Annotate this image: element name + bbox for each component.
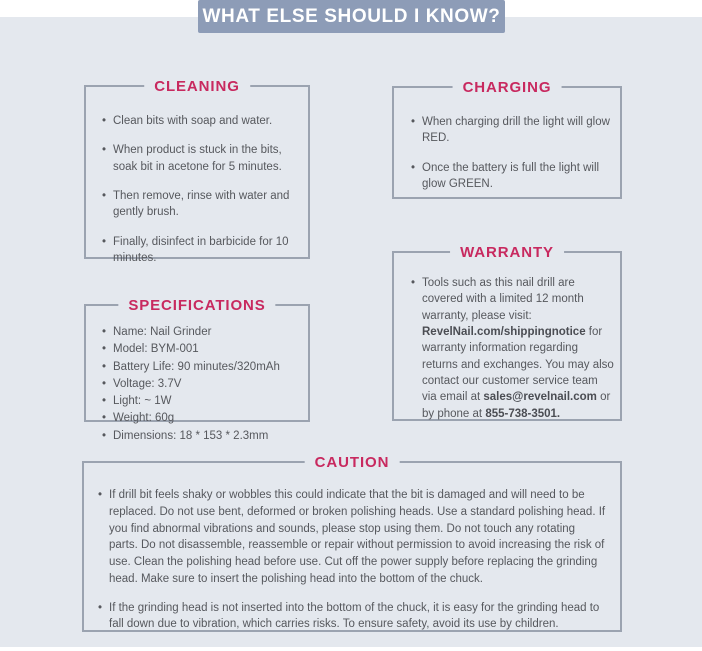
list-item: • Then remove, rinse with water and gently brush. — [102, 188, 300, 221]
page-title: WHAT ELSE SHOULD I KNOW? — [202, 5, 501, 27]
warranty-list — [411, 275, 614, 422]
charging-list — [411, 114, 612, 192]
content-area — [0, 17, 702, 647]
cleaning-list — [102, 113, 300, 266]
list-item: • Light: ~ 1W — [102, 393, 302, 410]
cleaning-section — [84, 78, 310, 264]
list-item: • If the grinding head is not inserted into the bottom of the chuck, it is easy for the grinding head to fall down due to vibration, which carries risks. To ensure safety, avoid its use by children. — [98, 600, 606, 634]
specifications-list — [102, 324, 302, 445]
warranty-link-text: RevelNail.com/shippingnotice — [422, 325, 586, 338]
caution-section — [82, 454, 622, 632]
charging-title: CHARGING — [453, 78, 562, 97]
warranty-title: WARRANTY — [450, 243, 564, 262]
list-item: • Dimensions: 18 * 153 * 2.3mm — [102, 428, 302, 445]
caution-list — [98, 487, 606, 633]
charging-section — [392, 79, 622, 199]
list-item — [411, 275, 614, 422]
warranty-email-text: sales@revelnail.com — [483, 391, 597, 404]
list-item: • Finally, disinfect in barbicide for 10 minutes. — [102, 234, 300, 267]
warranty-text: Tools such as this nail drill are covered with a limited 12 month warranty, please visit: — [422, 277, 584, 322]
list-item: • Voltage: 3.7V — [102, 376, 302, 393]
page-title-banner — [198, 0, 505, 33]
cleaning-title: CLEANING — [144, 77, 250, 96]
specifications-title: SPECIFICATIONS — [118, 296, 275, 315]
warranty-text: for warranty information regarding returns and exchanges. You may also contact our customer service team via email at — [422, 325, 614, 404]
specifications-section — [84, 297, 310, 442]
list-item: • Clean bits with soap and water. — [102, 113, 300, 129]
caution-title: CAUTION — [305, 453, 400, 472]
list-item: • Name: Nail Grinder — [102, 324, 302, 341]
list-item: • Model: BYM-001 — [102, 341, 302, 358]
list-item: • When charging drill the light will glow RED. — [411, 114, 612, 147]
list-item: • When product is stuck in the bits, soak bit in acetone for 5 minutes. — [102, 142, 300, 175]
list-item: • Battery Life: 90 minutes/320mAh — [102, 359, 302, 376]
warranty-section — [392, 244, 622, 421]
list-item: • If drill bit feels shaky or wobbles this could indicate that the bit is damaged and will need to be replaced. Do not use bent, deformed or broken polishing heads. Use a standard polishing head. If you find abnormal vibrations and sounds, please stop using them. Do not touch any rotating parts. Do not disassemble, reassemble or repair without permission to avoid increasing the risk of use. Clean the polishing head before use. Cut off the power supply before replacing the grinding head. Make sure to insert the polishing head into the bottom of the chuck. — [98, 487, 606, 588]
warranty-text: or by phone at — [422, 391, 611, 420]
list-item: • Once the battery is full the light will glow GREEN. — [411, 160, 612, 193]
warranty-phone-text: 855-738-3501. — [485, 407, 561, 420]
list-item: • Weight: 60g — [102, 410, 302, 427]
